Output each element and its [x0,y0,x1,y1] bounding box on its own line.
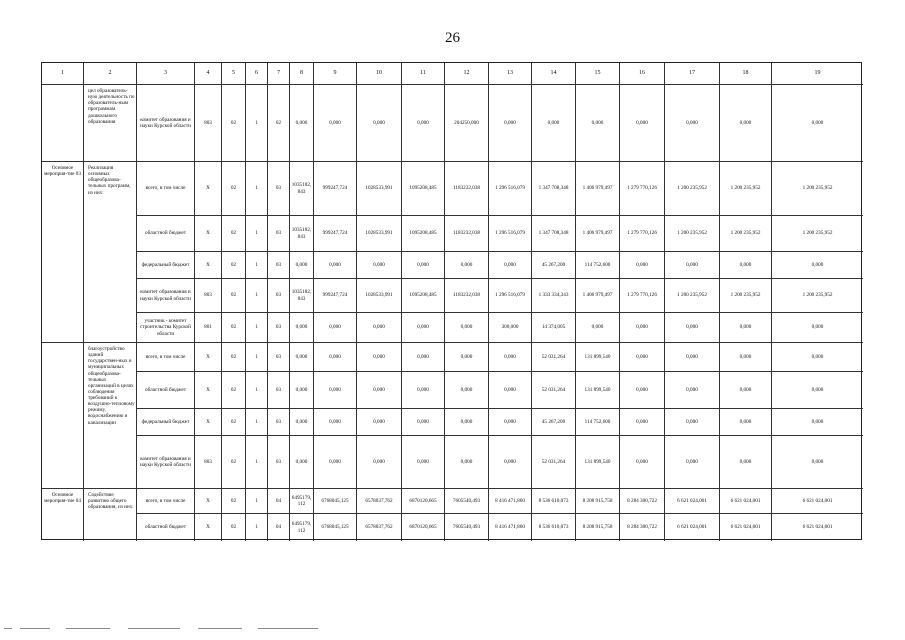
table-cell-value-col-17: 1 200 235,952 [665,162,720,216]
table-cell-section-code: 02 [222,343,246,372]
table-cell-value-col-14: 8 536 610,073 [532,489,576,514]
table-cell-value-col-18: 0,000 [720,409,772,436]
table-cell-value-col-9: 0,000 [314,436,357,489]
table-cell-subprogram-code: 1 [246,489,268,514]
table-cell-grbs-code: Х [195,252,222,279]
table-cell-value-col-18: 1 200 235,952 [720,279,772,313]
table-cell-value-col-9: 0,000 [314,252,357,279]
table-cell-funding-source: всего, в том числе [137,489,195,514]
column-header-18: 18 [720,63,772,85]
table-cell-value-col-16: 0,000 [620,436,665,489]
table-cell-value-col-12: 1183232,038 [445,279,489,313]
table-cell-value-col-11: 0,000 [402,343,445,372]
table-cell-subprogram-code: 1 [246,343,268,372]
table-cell-value-col-17: 0,000 [665,313,720,343]
table-cell-element-name: цел образователь-ную деятельность по образователь-ным программам дошкольного образования [84,85,137,162]
table-cell-value-col-12: 7605540,493 [445,514,489,541]
table-cell-element-name: Реализация основных общеобразова-тельных программ, из них: [84,162,137,343]
table-cell-value-col-18: 0,000 [720,85,772,162]
table-cell-grbs-code: Х [195,514,222,541]
table-cell-value-col-15: 8 208 915,758 [576,489,620,514]
table-cell-value-col-12: 0,000 [445,252,489,279]
table-cell-grbs-code: 803 [195,436,222,489]
table-cell-value-col-16: 8 284 300,722 [620,489,665,514]
table-cell-value-col-15: 131 899,540 [576,436,620,489]
table-cell-subprogram-code: 1 [246,279,268,313]
table-cell-value-col-10: 6578037,762 [357,489,402,514]
table-cell-value-col-11: 6870120,665 [402,514,445,541]
table-cell-grbs-code: Х [195,343,222,372]
table-cell-funding-source: комитет образования и науки Курской области [137,85,195,162]
column-header-15: 15 [576,63,620,85]
table-cell-value-col-12: 0,000 [445,343,489,372]
table-cell-event-code: 04 [268,489,290,514]
table-cell-funding-source: всего, в том числе [137,162,195,216]
table-cell-value-col-17: 0,000 [665,343,720,372]
table-cell-section-code: 02 [222,409,246,436]
table-cell-value-col-8: 0,000 [290,409,314,436]
table-cell-value-col-18: 1 200 235,952 [720,162,772,216]
table-cell-value-col-18: 1 200 235,952 [720,216,772,252]
table-cell-grbs-code: Х [195,162,222,216]
table-cell-value-col-8: 0,000 [290,372,314,409]
table-cell-section-code: 02 [222,162,246,216]
table-cell-section-code: 02 [222,489,246,514]
table-cell-subprogram-code: 1 [246,216,268,252]
table-cell-value-col-10: 0,000 [357,372,402,409]
table-cell-funding-source: федеральный бюджет [137,252,195,279]
table-cell-value-col-14: 52 031,264 [532,436,576,489]
table-cell-value-col-9: 999247,724 [314,162,357,216]
table-cell-value-col-19: 6 621 024,001 [802,524,833,531]
table-cell-value-col-17: 0,000 [665,409,720,436]
table-cell-subprogram-code: 1 [246,313,268,343]
table-cell-value-col-8: 6495179,112 [290,489,314,514]
table-cell-value-col-16: 8 284 300,722 [620,514,665,541]
table-cell-value-col-16: 0,000 [620,372,665,409]
table-cell-value-col-19: 1 200 235,952 [772,279,863,313]
table-cell-value-col-14: 1 347 708,348 [532,216,576,252]
table-cell-value-col-17: 6 621 024,001 [665,489,720,514]
table-cell-value-col-12: 0,000 [445,409,489,436]
table-cell-value-col-10: 1028533,991 [357,162,402,216]
table-cell-subprogram-code: 1 [246,514,268,541]
table-cell-value-col-13: 0,000 [489,436,532,489]
table-cell-value-col-15: 1 406 979,497 [576,162,620,216]
scan-artifact [4,628,334,634]
table-cell-value-col-13: 0,000 [489,252,532,279]
table-cell-grbs-code: 803 [195,279,222,313]
table-cell-value-col-12: 1183232,038 [445,162,489,216]
table-cell-value-col-17: 0,000 [665,372,720,409]
table-cell-section-code: 02 [222,313,246,343]
table-cell-value-col-9: 999247,724 [314,279,357,313]
table-cell-value-col-10: 0,000 [357,252,402,279]
table-cell-value-col-14: 52 031,264 [532,372,576,409]
table-cell-value-col-9: 6768045,125 [314,514,357,541]
table-cell-section-code: 02 [222,436,246,489]
column-header-9: 9 [314,63,357,85]
table-cell-grbs-code: Х [195,372,222,409]
table-cell-value-col-8: 0,000 [290,85,314,162]
column-header-5: 5 [222,63,246,85]
table-cell-grbs-code: 803 [195,85,222,162]
table-cell-value-col-10: 0,000 [357,409,402,436]
table-cell-value-col-19: 0,000 [772,343,863,372]
table-cell-section-code: 02 [222,85,246,162]
table-cell-grbs-code: Х [195,489,222,514]
table-cell-value-col-11: 0,000 [402,436,445,489]
column-header-3: 3 [137,63,195,85]
table-cell-value-col-14: 1 347 708,348 [532,162,576,216]
table-cell-value-col-19: 0,000 [772,313,863,343]
table-cell-value-col-10: 0,000 [357,436,402,489]
table-cell-value-col-18: 6 621 024,001 [720,489,772,514]
table-cell-value-col-13: 0,000 [489,343,532,372]
table-cell-value-col-12: 0,000 [445,436,489,489]
table-cell-value-col-19: 1 200 235,952 [772,216,863,252]
table-cell-value-col-15: 114 752,600 [576,409,620,436]
column-header-14: 14 [532,63,576,85]
table-cell-event-code: 04 [268,514,290,541]
table-cell-value-col-9: 0,000 [314,313,357,343]
table-cell-value-col-13: 8 416 471,860 [489,514,532,541]
table-cell-program-event [42,85,84,162]
table-cell-value-col-9: 0,000 [314,85,357,162]
column-header-10: 10 [357,63,402,85]
table-cell-funding-source: комитет образования и науки Курской области [137,436,195,489]
table-cell-value-col-19: 0,000 [772,409,863,436]
table-cell-element-name: благоустройство зданий государствен-ных и муниципальных общеобразова-тельных организаций в целях соблюдения требований к воздушно-тепловому режиму, водоснабжению и канализации [84,343,137,489]
table-cell-value-col-17: 0,000 [665,85,720,162]
table-cell-value-col-19: 6 621 024,001 [772,489,863,514]
column-header-11: 11 [402,63,445,85]
column-header-1: 1 [42,63,84,85]
table-cell-subprogram-code: 1 [246,372,268,409]
table-cell-value-col-19: 0,000 [772,85,863,162]
table-cell-value-col-10: 0,000 [357,313,402,343]
table-cell-funding-source: областной бюджет [137,372,195,409]
table-cell-value-col-10: 0,000 [357,85,402,162]
table-cell-value-col-11: 1095208,485 [402,162,445,216]
column-header-2: 2 [84,63,137,85]
table-cell-event-code: 03 [268,372,290,409]
table-cell-value-col-12: 204250,000 [445,85,489,162]
table-cell-value-col-8: 1035182,843 [290,279,314,313]
table-cell-funding-source: всего, в том числе [137,343,195,372]
table-cell-value-col-8: 0,000 [290,436,314,489]
table-cell-subprogram-code: 1 [246,409,268,436]
table-cell-funding-source: областной бюджет [137,514,195,541]
table-cell-section-code: 02 [222,372,246,409]
table-cell-value-col-16: 0,000 [620,343,665,372]
table-cell-subprogram-code: 1 [246,162,268,216]
table-cell-value-col-18: 6 621 024,001 [720,514,772,541]
table-cell-event-code: 03 [268,279,290,313]
column-header-17: 17 [665,63,720,85]
table-cell-value-col-13: 1 296 516,079 [489,279,532,313]
table-cell-value-col-15: 131 899,540 [576,372,620,409]
table-cell-value-col-14: 45 267,200 [532,252,576,279]
table-cell-event-code: 03 [268,343,290,372]
column-header-13: 13 [489,63,532,85]
table-cell-value-col-13: 8 416 471,860 [489,489,532,514]
table-cell-value-col-19: 0,000 [772,252,863,279]
table-cell-value-col-17: 6 621 024,001 [665,514,720,541]
table-cell-value-col-16: 1 279 770,126 [620,279,665,313]
table-cell-value-col-13: 0,000 [489,409,532,436]
table-cell-value-col-14: 1 333 334,343 [532,279,576,313]
table-cell-value-col-15: 8 208 915,758 [576,514,620,541]
table-cell-value-col-16: 0,000 [620,252,665,279]
column-header-8: 8 [290,63,314,85]
table-cell-event-code: 03 [268,216,290,252]
table-cell-value-col-8: 6495179,112 [290,514,314,541]
table-cell-value-col-13: 0,000 [489,372,532,409]
table-cell-value-col-8: 1035182,843 [290,216,314,252]
table-cell-program-event: Основное мероприя-тие 03 [42,162,84,343]
table-cell-program-event: Основное мероприя-тие 04 [42,489,84,541]
table-cell-value-col-19: 0,000 [772,436,863,489]
table-cell-value-col-11: 6870120,665 [402,489,445,514]
column-header-4: 4 [195,63,222,85]
table-cell-value-col-18: 0,000 [720,436,772,489]
table-cell-value-col-15: 1 406 979,497 [576,216,620,252]
table-cell-value-col-12: 0,000 [445,313,489,343]
table-cell-value-col-11: 1095208,485 [402,279,445,313]
table-cell-event-code: 02 [268,85,290,162]
table-cell-value-col-14: 52 031,264 [532,343,576,372]
table-cell-value-col-17: 0,000 [665,252,720,279]
table-cell-element-name: Содействие развитию общего образования, из них: [84,489,137,541]
table-cell-value-col-9: 0,000 [314,409,357,436]
table-cell-event-code: 03 [268,252,290,279]
table-cell-section-code: 02 [222,514,246,541]
table-cell-value-col-16: 1 279 770,126 [620,162,665,216]
table-cell-grbs-code: Х [195,216,222,252]
table-cell-value-col-16: 0,000 [620,313,665,343]
table-cell-funding-source: участник - комитет строительства Курской области [137,313,195,343]
table-cell-value-col-10: 1028533,991 [357,216,402,252]
table-cell-value-col-15: 1 406 979,497 [576,279,620,313]
table-cell-value-col-13: 1 296 516,079 [489,216,532,252]
table-cell-value-col-12: 7605540,493 [445,489,489,514]
table-cell-funding-source: комитет образования и науки Курской области [137,279,195,313]
table-cell-value-col-19: 0,000 [772,372,863,409]
funding-table [41,62,862,540]
table-cell-value-col-11: 1095208,485 [402,216,445,252]
table-cell-value-col-9: 999247,724 [314,216,357,252]
table-cell-value-col-8: 0,000 [290,343,314,372]
table-cell-value-col-18: 0,000 [720,343,772,372]
column-header-19: 19 [772,63,863,85]
table-cell-value-col-11: 0,000 [402,313,445,343]
table-cell-value-col-8: 0,000 [290,313,314,343]
table-cell-event-code: 03 [268,409,290,436]
table-cell-value-col-11: 0,000 [402,252,445,279]
table-cell-value-col-19: 1 200 235,952 [772,162,863,216]
table-cell-event-code: 03 [268,313,290,343]
table-cell-grbs-code: Х [195,409,222,436]
table-cell-value-col-13: 300,000 [489,313,532,343]
table-cell-value-col-10: 6578037,762 [357,514,402,541]
table-cell-value-col-16: 0,000 [620,409,665,436]
column-header-6: 6 [246,63,268,85]
table-cell-section-code: 02 [222,252,246,279]
table-cell-value-col-15: 131 899,540 [576,343,620,372]
table-cell-event-code: 03 [268,436,290,489]
table-cell-value-col-9: 6768045,125 [314,489,357,514]
table-cell-section-code: 02 [222,279,246,313]
table-cell-value-col-14: 8 536 610,073 [532,514,576,541]
table-cell-subprogram-code: 1 [246,85,268,162]
table-cell-value-col-15: 0,000 [576,313,620,343]
table-cell-event-code: 03 [268,162,290,216]
column-header-16: 16 [620,63,665,85]
table-cell-value-col-18: 0,000 [720,252,772,279]
table-cell-value-col-15: 114 752,600 [576,252,620,279]
table-cell-value-col-9: 0,000 [314,343,357,372]
table-cell-value-col-17: 0,000 [665,436,720,489]
table-cell-value-col-12: 1183232,038 [445,216,489,252]
table-cell-funding-source: федеральный бюджет [137,409,195,436]
page-number: 26 [445,30,460,46]
table-cell-value-col-15: 0,000 [576,85,620,162]
table-cell-funding-source: областной бюджет [137,216,195,252]
table-cell-value-col-14: 14 374,005 [532,313,576,343]
table-cell-value-col-13: 1 296 516,079 [489,162,532,216]
table-cell-value-col-9: 0,000 [314,372,357,409]
table-cell-value-col-10: 1028533,991 [357,279,402,313]
table-cell-value-col-8: 1035182,843 [290,162,314,216]
table-cell-value-col-13: 0,000 [489,85,532,162]
column-header-7: 7 [268,63,290,85]
table-cell-value-col-16: 1 279 770,126 [620,216,665,252]
column-header-12: 12 [445,63,489,85]
table-cell-value-col-10: 0,000 [357,343,402,372]
table-cell-value-col-14: 0,000 [532,85,576,162]
table-cell-value-col-14: 45 267,200 [532,409,576,436]
table-cell-program-event [42,343,84,489]
table-cell-value-col-12: 0,000 [445,372,489,409]
table-cell-value-col-17: 1 200 235,952 [665,279,720,313]
table-cell-value-col-11: 0,000 [402,409,445,436]
table-cell-value-col-18: 0,000 [720,313,772,343]
table-cell-value-col-16: 0,000 [620,85,665,162]
table-cell-subprogram-code: 1 [246,436,268,489]
table-cell-grbs-code: 801 [195,313,222,343]
table-cell-subprogram-code: 1 [246,252,268,279]
table-cell-value-col-17: 1 200 235,952 [665,216,720,252]
table-cell-value-col-11: 0,000 [402,372,445,409]
table-cell-value-col-8: 0,000 [290,252,314,279]
table-cell-value-col-18: 0,000 [720,372,772,409]
table-cell-section-code: 02 [222,216,246,252]
table-cell-value-col-11: 0,000 [402,85,445,162]
